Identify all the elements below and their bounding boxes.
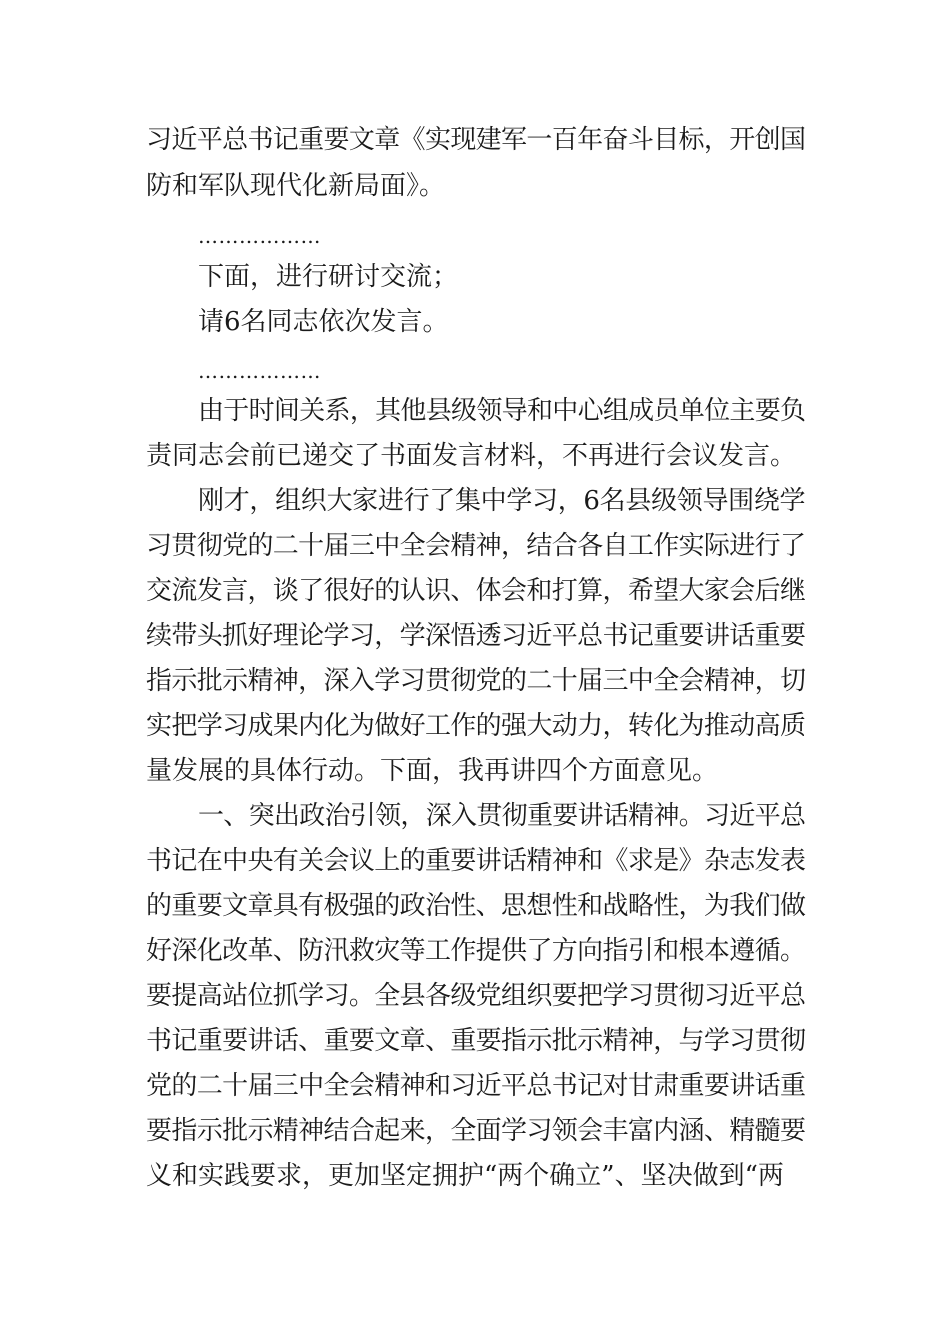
text-line: 下面，进行研讨交流； <box>198 262 459 292</box>
text-line: 实把学习成果内化为做好工作的强大动力，转化为推动高质 <box>146 711 806 741</box>
ellipsis-line: ……………… <box>198 224 321 248</box>
text-line: 指示批示精神，深入学习贯彻党的二十届三中全会精神，切 <box>146 666 806 696</box>
text-line: 由于时间关系，其他县级领导和中心组成员单位主要负 <box>198 396 806 426</box>
text-line: 好深化改革、防汛救灾等工作提供了方向指引和根本遵循。 <box>146 936 806 966</box>
text-line: 防和军队现代化新局面》。 <box>146 171 446 201</box>
text-line: 要指示批示精神结合起来，全面学习领会丰富内涵、精髓要 <box>146 1116 806 1146</box>
text-line: 义和实践要求，更加坚定拥护“两个确立”、坚决做到“两 <box>146 1161 784 1191</box>
text-line: 书记重要讲话、重要文章、重要指示批示精神，与学习贯彻 <box>146 1026 806 1056</box>
text-line: 习贯彻党的二十届三中全会精神，结合各自工作实际进行了 <box>146 531 806 561</box>
text-line: 一、突出政治引领，深入贯彻重要讲话精神。习近平总 <box>198 801 806 831</box>
text-line: 交流发言，谈了很好的认识、体会和打算，希望大家会后继 <box>146 576 806 606</box>
text-line: 书记在中央有关会议上的重要讲话精神和《求是》杂志发表 <box>146 846 806 876</box>
text-line: 请6名同志依次发言。 <box>198 307 449 337</box>
text-line: 党的二十届三中全会精神和习近平总书记对甘肃重要讲话重 <box>146 1071 806 1101</box>
text-line: 的重要文章具有极强的政治性、思想性和战略性，为我们做 <box>146 891 806 921</box>
ellipsis-line: ……………… <box>198 359 321 383</box>
text-line: 责同志会前已递交了书面发言材料，不再进行会议发言。 <box>146 441 797 471</box>
text-line: 续带头抓好理论学习，学深悟透习近平总书记重要讲话重要 <box>146 621 806 651</box>
text-line: 刚才，组织大家进行了集中学习，6名县级领导围绕学 <box>198 486 806 516</box>
text-line: 习近平总书记重要文章《实现建军一百年奋斗目标，开创国 <box>146 125 806 155</box>
text-line: 量发展的具体行动。下面，我再讲四个方面意见。 <box>146 756 719 786</box>
text-line: 要提高站位抓学习。全县各级党组织要把学习贯彻习近平总 <box>146 981 806 1011</box>
